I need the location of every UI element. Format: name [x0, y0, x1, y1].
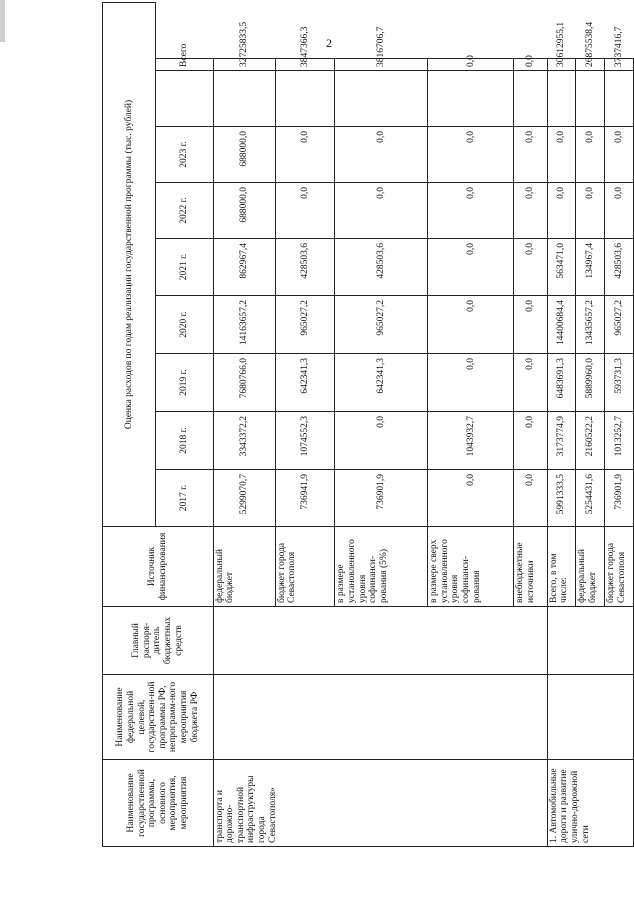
value-cell: 2160522,2	[576, 412, 605, 470]
value-cell: 428503,6	[275, 239, 335, 296]
value-cell: 736901,9	[605, 470, 634, 527]
value-cell: 0,0	[547, 127, 576, 183]
value-cell: 0,0	[428, 354, 514, 412]
value-cell: 0,0	[428, 239, 514, 296]
value-cell: 0,0	[335, 127, 428, 183]
table-row	[213, 2, 275, 846]
total-cell: 0,0	[514, 59, 547, 71]
header-year-2022: 2022 г.	[156, 183, 214, 239]
value-cell: 3173774,9	[547, 412, 576, 470]
value-cell: 5254431,6	[576, 470, 605, 527]
rotated-table-wrapper	[102, 3, 634, 847]
total-cell: 3737416,7	[605, 59, 634, 71]
value-cell: 1013252,7	[605, 412, 634, 470]
table-row	[547, 2, 576, 846]
value-cell: 965027,2	[605, 296, 634, 354]
empty-federal-program-cell	[213, 675, 547, 760]
value-cell: 965027,2	[275, 296, 335, 354]
value-cell: 0,0	[605, 183, 634, 239]
header-program-name: Наименование государственной программы, основного мероприятия, мероприятия	[103, 760, 214, 847]
source-cell: федеральный бюджет	[213, 527, 275, 607]
value-cell: 736941,9	[275, 470, 335, 527]
value-cell: 0,0	[514, 239, 547, 296]
section-1-name: 1. Автомобильные дороги и развитие улично-дорожной сети	[547, 760, 633, 847]
total-cell: 30612955,1	[547, 59, 576, 71]
value-cell: 642341,3	[275, 354, 335, 412]
header-source: Источник финансирования	[103, 527, 214, 607]
value-cell: 593731,3	[605, 354, 634, 412]
blank-cell	[547, 71, 576, 127]
header-year-2019: 2019 г.	[156, 354, 214, 412]
page-number: 2	[326, 36, 332, 50]
blank-cell	[514, 71, 547, 127]
blank-cell	[335, 71, 428, 127]
value-cell: 1074552,3	[275, 412, 335, 470]
scan-edge	[0, 0, 5, 42]
total-cell: 32725833,5	[213, 59, 275, 71]
header-year-2021: 2021 г.	[156, 239, 214, 296]
empty-manager-cell	[547, 607, 633, 675]
value-cell: 0,0	[514, 412, 547, 470]
budget-table	[102, 2, 634, 847]
value-cell: 428503,6	[605, 239, 634, 296]
header-year-2020: 2020 г.	[156, 296, 214, 354]
value-cell: 0,0	[514, 354, 547, 412]
value-cell: 0,0	[547, 183, 576, 239]
source-cell: внебюджетные источники	[514, 527, 547, 607]
total-cell: 3816706,7	[335, 59, 428, 71]
value-cell: 0,0	[428, 183, 514, 239]
blank-cell	[605, 71, 634, 127]
value-cell: 0,0	[514, 470, 547, 527]
value-cell: 0,0	[428, 296, 514, 354]
header-year-2023: 2023 г.	[156, 127, 214, 183]
header-year-2017: 2017 г.	[156, 470, 214, 527]
value-cell: 0,0	[335, 412, 428, 470]
value-cell: 0,0	[576, 183, 605, 239]
value-cell: 5889960,0	[576, 354, 605, 412]
value-cell: 688000,0	[213, 127, 275, 183]
value-cell: 862967,4	[213, 239, 275, 296]
value-cell: 736901,9	[335, 470, 428, 527]
header-blank-cell	[156, 71, 214, 127]
value-cell: 965027,2	[335, 296, 428, 354]
value-cell: 14163657,2	[213, 296, 275, 354]
total-cell: 26875538,4	[576, 59, 605, 71]
value-cell: 428503,6	[335, 239, 428, 296]
value-cell: 5299070,7	[213, 470, 275, 527]
value-cell: 0,0	[576, 127, 605, 183]
blank-cell	[428, 71, 514, 127]
blank-cell	[275, 71, 335, 127]
header-main-manager: Главный распоря-дитель бюджетных средств	[103, 607, 214, 675]
continued-program-name: транспорта и дорожно-транспортной инфраструктуры города Севастополя»	[213, 760, 547, 847]
value-cell: 134967,4	[576, 239, 605, 296]
blank-cell	[213, 71, 275, 127]
value-cell: 0,0	[514, 296, 547, 354]
value-cell: 563471,0	[547, 239, 576, 296]
header-row-estimate	[103, 2, 156, 846]
value-cell: 1043932,7	[428, 412, 514, 470]
value-cell: 0,0	[428, 127, 514, 183]
total-cell: 0,0	[428, 59, 514, 71]
header-total: Всего	[156, 59, 214, 71]
header-year-2018: 2018 г.	[156, 412, 214, 470]
total-cell: 3847366,3	[275, 59, 335, 71]
value-cell: 6483691,3	[547, 354, 576, 412]
empty-federal-program-cell	[547, 675, 633, 760]
header-estimate: Оценка расходов по годам реализации государственной программы (тыс. рублей)	[103, 2, 156, 526]
value-cell: 0,0	[275, 127, 335, 183]
empty-manager-cell	[213, 607, 547, 675]
value-cell: 0,0	[428, 470, 514, 527]
value-cell: 0,0	[335, 183, 428, 239]
value-cell: 0,0	[514, 127, 547, 183]
value-cell: 688000,0	[213, 183, 275, 239]
value-cell: 0,0	[275, 183, 335, 239]
source-cell: Всего, в том числе:	[547, 527, 576, 607]
source-cell: в размере установленного уровня софинанси-рования (5%)	[335, 527, 428, 607]
value-cell: 7680766,0	[213, 354, 275, 412]
source-cell: федеральный бюджет	[576, 527, 605, 607]
source-cell: в размере сверх установленного уровня софинанси-рования	[428, 527, 514, 607]
value-cell: 14400684,4	[547, 296, 576, 354]
value-cell: 0,0	[605, 127, 634, 183]
value-cell: 5991333,5	[547, 470, 576, 527]
source-cell: бюджет города Севастополя	[275, 527, 335, 607]
source-cell: бюджет города Севастополя	[605, 527, 634, 607]
value-cell: 0,0	[514, 183, 547, 239]
blank-cell	[576, 71, 605, 127]
header-federal-program-name: Наименование федеральной целевой, государствен-ной программы РФ, непрограмм-ного мероприятия бюджета РФ	[103, 675, 214, 760]
value-cell: 3343372,2	[213, 412, 275, 470]
value-cell: 642341,3	[335, 354, 428, 412]
value-cell: 13435657,2	[576, 296, 605, 354]
